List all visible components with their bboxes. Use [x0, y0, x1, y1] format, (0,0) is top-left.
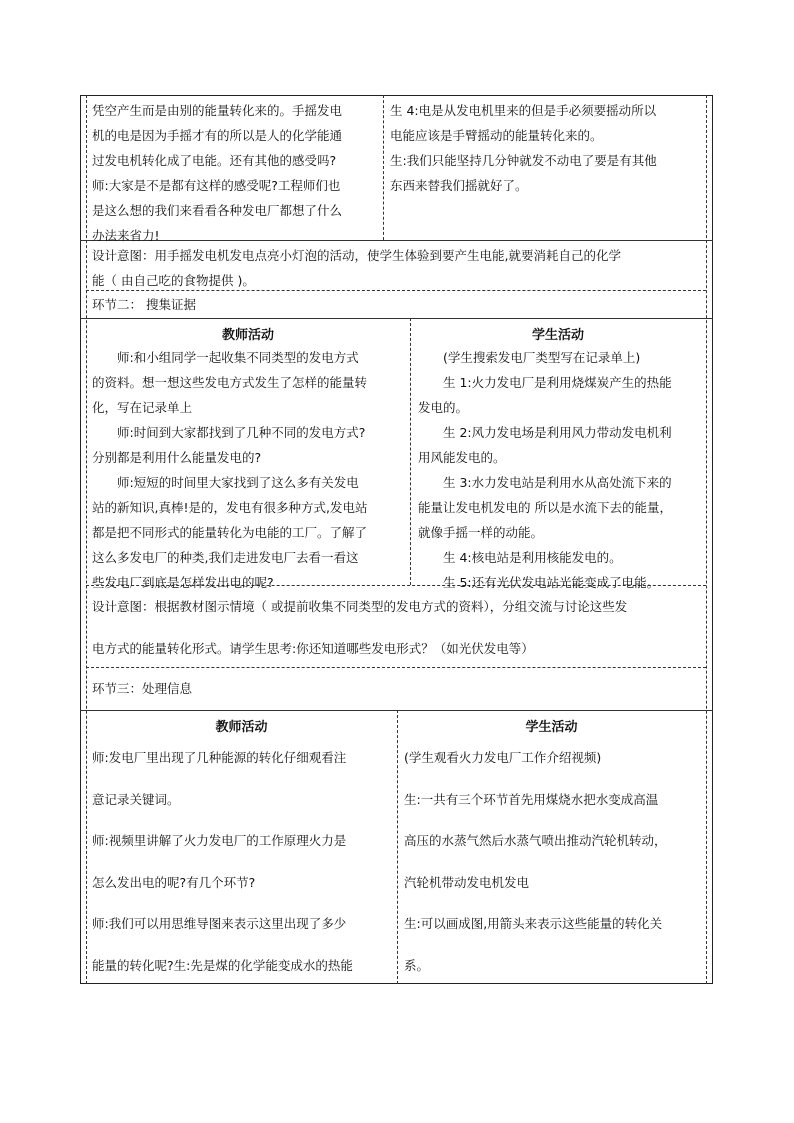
text-line: 意记录关键词。 [92, 791, 180, 807]
section2-teacher-header: 教师活动 [221, 328, 274, 343]
section2-student-cell [418, 345, 672, 595]
section3-student-header: 学生活动 [525, 720, 578, 735]
text-line: 东西来替我们摇就好了。 [390, 178, 528, 193]
left-inner-border [86, 95, 87, 984]
text-line: 师:时间到大家都找到了几种不同的发电方式? [117, 425, 366, 440]
section3-title [92, 676, 192, 701]
section-title: 环节三：处理信息 [92, 681, 193, 696]
text-line: 站的新知识,真棒!是的，发电有很多种方式,发电站 [92, 500, 368, 515]
text-line: 电能应该是手臂摇动的能量转化来的。 [390, 128, 603, 143]
text-line: 化，写在记录单上 [92, 400, 193, 415]
text-line: 师:发电厂里出现了几种能源的转化仔细观看注 [92, 750, 347, 765]
text-line: 设计意图：根据教材图示情境（ 或提前收集不同类型的发电方式的资料），分组交流与讨论这些发 [92, 599, 628, 614]
text-line: 办法来省力! [92, 228, 160, 243]
text-line: 过发电机转化成了电能。还有其他的感受吗? [92, 153, 337, 168]
text-line: 电方式的能量转化形式。请学生思考:你还知道哪些发电形式？（如光伏发电等） [92, 640, 534, 656]
text-line: 怎么发出电的呢?有几个环节? [92, 874, 256, 890]
text-line: 能量的转化呢?生:先是煤的化学能变成水的热能 [92, 957, 353, 973]
section3-column-divider [397, 710, 398, 984]
text-line: 生:可以画成图,用箭头来表示这些能量的转化关 [404, 916, 663, 931]
text-line: 是这么想的我们来看看各种发电厂都想了什么 [92, 203, 343, 218]
design-intent-1 [92, 243, 621, 293]
section3-teacher-header: 教师活动 [215, 720, 268, 735]
text-line: 生 3:水力发电站是利用水从高处流下来的 [443, 475, 672, 490]
text-line: 生 1:火力发电厂是利用烧煤炭产生的热能 [443, 375, 672, 390]
section-title: 环节二： 搜集证据 [92, 297, 196, 312]
text-line: 设计意图：用手摇发电机发电点亮小灯泡的活动，使学生体验到要产生电能,就要消耗自己的化学 [92, 248, 621, 263]
text-line: 师:视频里讲解了火力发电厂的工作原理火力是 [92, 833, 347, 848]
text-line: 生:我们只能坚持几分钟就发不动电了要是有其他 [390, 153, 657, 168]
text-line: 汽轮机带动发电机发电 [404, 874, 530, 890]
section3-teacher-cell [92, 737, 353, 986]
text-line: 用风能发电的。 [418, 450, 506, 465]
top-student-cell [390, 98, 657, 198]
top-teacher-cell [92, 98, 342, 248]
row-separator [80, 710, 713, 711]
section2-teacher-cell [92, 345, 367, 595]
text-line: 些发电厂到底是怎样发出电的呢? [92, 575, 274, 590]
text-line: (学生观看火力发电厂工作介绍视频) [404, 750, 602, 765]
text-line: 机的电是因为手摇才有的所以是人的化学能通 [92, 128, 343, 143]
text-line: 分别都是利用什么能量发电的? [92, 450, 262, 465]
text-line: 师:和小组同学一起收集不同类型的发电方式 [117, 350, 359, 365]
section2-title [92, 292, 196, 317]
text-line: 凭空产生而是由别的能量转化来的。手摇发电 [92, 103, 343, 118]
text-line: 师:大家是不是都有这样的感受呢?工程师们也 [92, 178, 341, 193]
text-line: 生 4:核电站是利用核能发电的。 [443, 550, 622, 565]
row-separator [80, 318, 713, 319]
section3-student-cell [404, 737, 667, 986]
text-line: 生 2:风力发电场是利用风力带动发电机利 [443, 425, 672, 440]
top-column-divider [383, 95, 384, 240]
text-line: 师:短短的时间里大家找到了这么多有关发电 [117, 475, 359, 490]
text-line: 能量让发电机发电的 所以是水流下去的能量， [418, 500, 672, 515]
text-line: 能（ 由自己吃的食物提供 )。 [92, 273, 255, 288]
text-line: 就像手摇一样的动能。 [418, 525, 544, 540]
text-line: 这么多发电厂的种类,我们走进发电厂去看一看这 [92, 550, 359, 565]
text-line: 高压的水蒸气然后水蒸气喷出推动汽轮机转动， [404, 833, 667, 848]
text-line: 生 4:电是从发电机里来的但是手必须要摇动所以 [390, 103, 657, 118]
text-line: 系。 [404, 957, 430, 973]
text-line: 的资料。想一想这些发电方式发生了怎样的能量转 [92, 375, 368, 390]
text-line: 师:我们可以用思维导图来表示这里出现了多少 [92, 916, 347, 931]
text-line: 生 5:还有光伏发电站光能变成了电能。 [443, 575, 660, 590]
section2-student-header: 学生活动 [531, 328, 584, 343]
text-line: 都是把不同形式的能量转化为电能的工厂。了解了 [92, 525, 368, 540]
section2-column-divider [410, 318, 411, 585]
right-inner-border [706, 95, 707, 984]
text-line: 生:一共有三个环节首先用煤烧水把水变成高温 [404, 791, 659, 807]
text-line: (学生搜索发电厂类型写在记录单上) [443, 350, 641, 365]
design-intent-2 [92, 586, 627, 669]
text-line: 发电的。 [418, 400, 469, 415]
